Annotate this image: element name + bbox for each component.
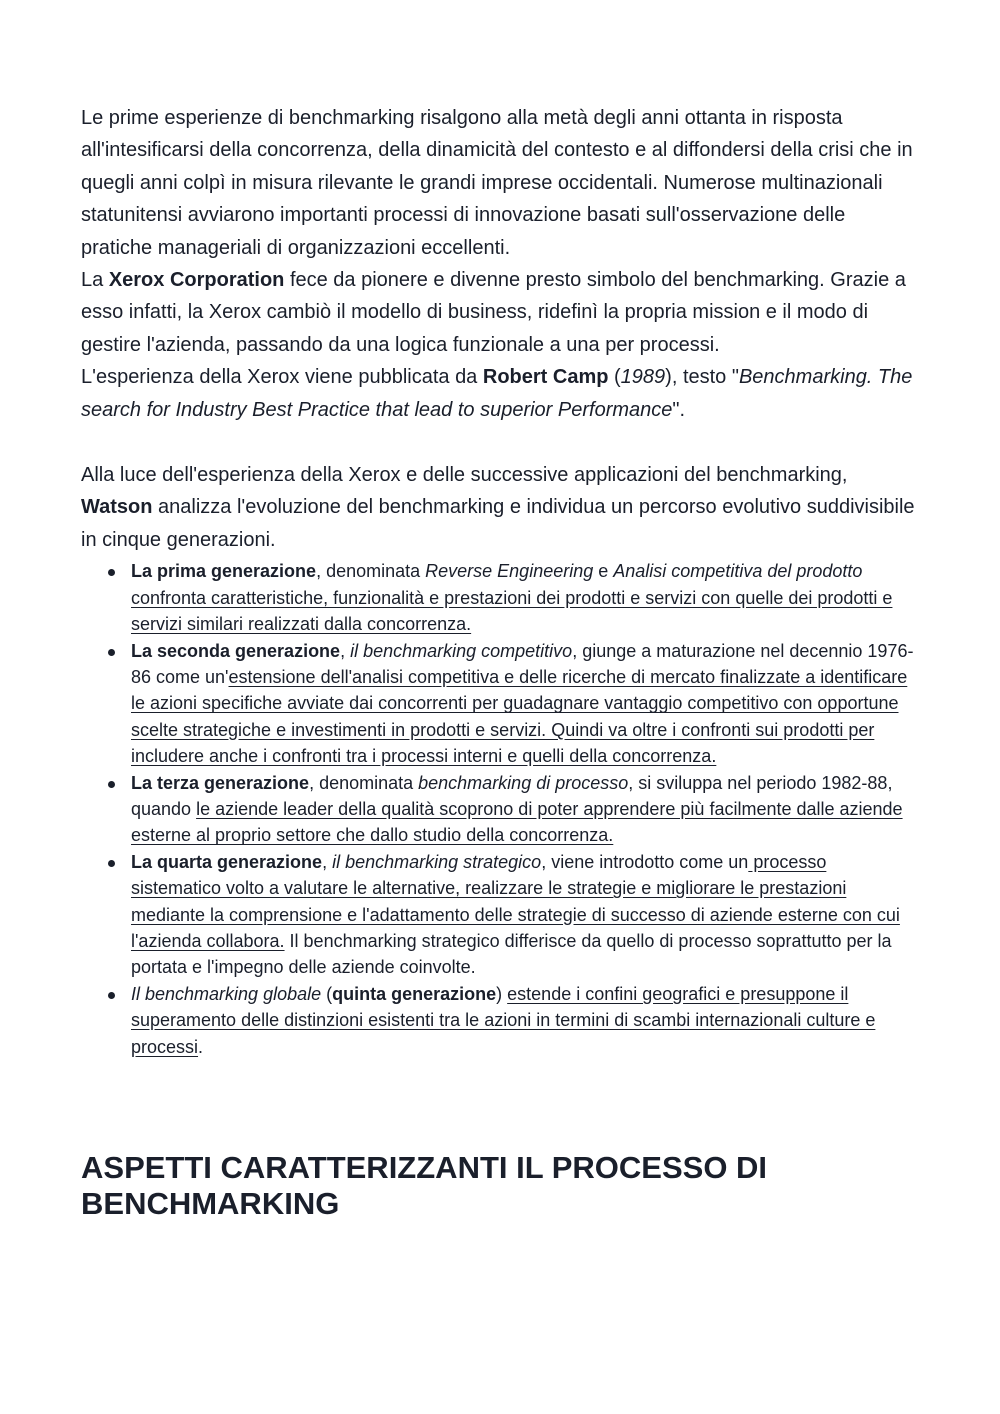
generation-text: ( [321,983,333,1004]
generation-underlined-text: confronta caratteristiche, funzionalità e prestazioni dei prodotti e servizi con quelle dei prodotti e servizi similari realizzati dalla concorrenza. [131,587,893,635]
camp-text-pre: L'esperienza della Xerox viene pubblicata da [81,366,483,389]
list-item-third-generation [131,770,919,849]
xerox-corporation-bold: Xerox Corporation [108,269,285,292]
generation-text: , si sviluppa nel periodo 1982-88, quando [131,772,893,819]
generation-underlined-text: processo sistematico volto a valutare le alternative, realizzare le strategie e migliorare le prestazioni mediante la comprensione e l'adattamento delle strategie di successo di aziende esterne con cui l'azienda collabora. [131,851,900,951]
intro-paragraph [81,102,919,426]
bullet-icon [108,649,115,656]
generation-title: La prima generazione [131,561,317,582]
generation-italic: Il benchmarking globale [131,983,322,1004]
watson-text-pre: Alla luce dell'esperienza della Xerox e delle successive applicazioni del benchmarking, [81,464,848,487]
intro-text: Le prime esperienze di benchmarking risalgono alla metà degli anni ottanta in risposta all'intesificarsi della concorrenza, della dinamicità del contesto e al diffondersi della crisi che in quegli anni colpì in misura rilevante le grandi imprese occidentali. Numerose multinazionali statunitensi avviarono importanti processi di innovazione basati sull'osservazione delle pratiche manageriali di organizzazioni eccellenti. [81,107,913,259]
generation-text: , viene introdotto come un [541,851,749,872]
watson-text-post: analizza l'evoluzione del benchmarking e individua un percorso evolutivo suddivisibile in cinque generazioni. [81,496,915,551]
generation-text: , giunge a maturazione nel decennio 1976-86 come un' [131,640,914,687]
generation-title: quinta generazione [332,983,497,1004]
camp-book-title: Benchmarking. The search for Industry Best Practice that lead to superior Performance [81,366,913,421]
bullet-icon [108,992,115,999]
bullet-icon [108,569,115,576]
xerox-text-post: fece da pionere e divenne presto simbolo del benchmarking. Grazie a esso infatti, la Xerox cambiò il modello di business, ridefinì la propria mission e il modo di gestire l'azienda, passando da una logica funzionale a una per processi. [81,269,906,356]
document-body [81,102,919,1060]
generation-text: , denominata [316,561,426,582]
list-item-fourth-generation [131,849,919,981]
generation-text: ) [496,983,508,1004]
generation-title: La seconda generazione [131,640,341,661]
watson-paragraph [81,459,919,556]
list-item-first-generation [131,558,919,637]
list-item-second-generation [131,638,919,770]
camp-year: 1989 [620,366,666,389]
generation-italic: il benchmarking competitivo [350,640,573,661]
camp-text-paren: ( [608,366,621,389]
list-item-fifth-generation [131,981,919,1060]
generation-underlined-text: estende i confini geografici e presuppone il superamento delle distinzioni esistenti tra le azioni in termini di scambi internazionali culture e processi [131,983,876,1057]
xerox-text-pre: La [81,269,109,292]
generation-underlined-text: estensione dell'analisi competitiva e delle ricerche di mercato finalizzate a identificare le azioni specifiche avviate dai concorrenti per guadagnare vantaggio competitivo con opportune scelte strategiche e investimenti in prodotti e servizi. Quindi va oltre i confronti sui prodotti per includere anche i confronti tra i processi interni e quelli della concorrenza. [131,666,908,767]
camp-text-end: ". [672,398,686,421]
generation-text: , [340,640,351,661]
section-heading: ASPETTI CARATTERIZZANTI IL PROCESSO DI BENCHMARKING [81,1150,768,1221]
generation-text: . [198,1036,204,1057]
camp-text-mid: ), testo " [665,366,739,389]
bullet-icon [108,860,115,867]
generation-title: La terza generazione [131,772,310,793]
generation-text: Il benchmarking strategico differisce da quello di processo soprattutto per la portata e l'impegno delle aziende coinvolte. [131,930,892,978]
bullet-icon [108,781,115,788]
generation-underlined-text: le aziende leader della qualità scoprono di poter apprendere più facilmente dalle aziende esterne al proprio settore che dallo studio della concorrenza. [131,798,903,846]
generations-list [81,558,919,1060]
paragraph-gap [81,426,919,459]
generation-title: La quarta generazione [131,851,323,872]
generation-text: e [593,561,614,582]
generation-text: , denominata [309,772,419,793]
generation-italic: il benchmarking strategico [332,851,542,872]
generation-italic: Analisi competitiva del prodotto [613,561,863,582]
generation-italic: Reverse Engineering [425,561,594,582]
generation-italic: benchmarking di processo [418,772,629,793]
robert-camp-bold: Robert Camp [482,366,609,389]
watson-bold: Watson [81,496,153,519]
generation-text: , [322,851,333,872]
